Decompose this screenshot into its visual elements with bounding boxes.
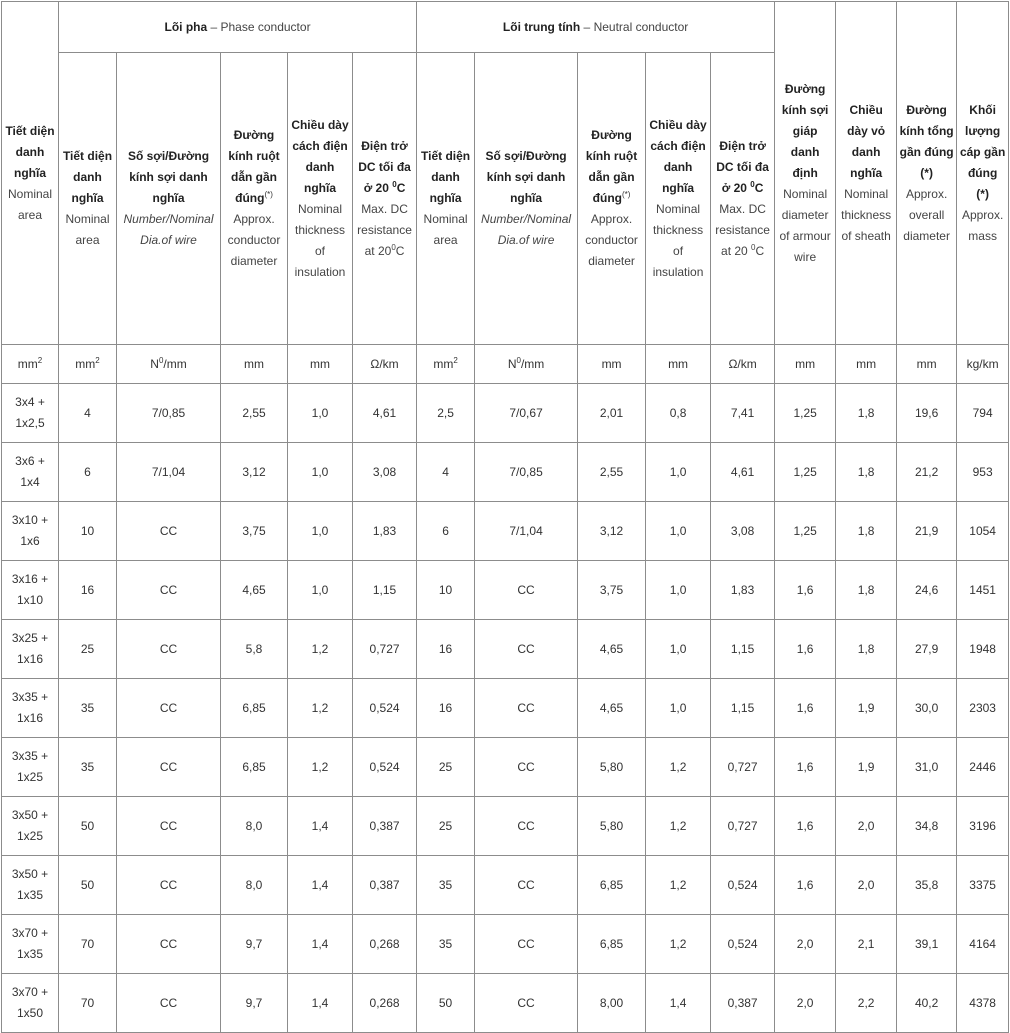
col-armour-en: Nominal diameter of armour wire	[779, 186, 831, 264]
col-neutral-diameter	[578, 53, 646, 345]
unit-armour: mm	[775, 345, 836, 384]
cell-neutral-insulation: 0,8	[646, 384, 711, 443]
cell-neutral-area: 4	[417, 443, 475, 502]
cell-size-line: 3x4 +	[15, 395, 45, 409]
col-neutral-ins-vi: Chiều dày cách điện danh nghĩa	[649, 117, 707, 195]
cell-sheath-thickness: 1,8	[836, 384, 897, 443]
cell-size-line: 3x35 +	[11, 749, 49, 763]
col-neutral-dia-en: Approx. conductor diameter	[585, 212, 638, 268]
cell-neutral-diameter: 4,65	[578, 679, 646, 738]
cell-neutral-resistance: 0,727	[711, 738, 775, 797]
cell-armour-wire: 1,6	[775, 561, 836, 620]
cell-sheath-thickness: 1,8	[836, 502, 897, 561]
cell-phase-wire: CC	[117, 620, 221, 679]
table-row	[2, 738, 1009, 797]
cell-phase-insulation: 1,4	[288, 856, 353, 915]
cell-size-line: 1x35	[16, 888, 44, 902]
cell-cable-mass: 1054	[957, 502, 1009, 561]
cell-size-line: 3x16 +	[11, 572, 49, 586]
cell-size	[2, 679, 59, 738]
cell-neutral-insulation: 1,0	[646, 679, 711, 738]
col-armour-vi: Đường kính sợi giáp danh định	[781, 81, 829, 180]
unit-sup: 2	[37, 355, 43, 365]
col-phase-insulation	[288, 53, 353, 345]
table-row	[2, 443, 1009, 502]
col-overall-vi: Đường kính tổng gần đúng	[899, 102, 954, 159]
col-neutral-insulation	[646, 53, 711, 345]
cell-neutral-diameter: 2,55	[578, 443, 646, 502]
col-phase-wire	[117, 53, 221, 345]
unit-sup: 2	[453, 355, 458, 365]
cell-neutral-diameter: 5,80	[578, 797, 646, 856]
cell-cable-mass: 4378	[957, 974, 1009, 1033]
cell-neutral-wire: CC	[475, 620, 578, 679]
group-phase-vi: Lõi pha	[164, 19, 208, 34]
col-phase-res-vi: Điện trở DC tối đa ở 20	[358, 138, 411, 195]
cell-size-line: 1x35	[16, 947, 44, 961]
col-phase-area-en: Nominal area	[65, 212, 110, 247]
unit-neutral-resistance: Ω/km	[711, 345, 775, 384]
cell-cable-mass: 1948	[957, 620, 1009, 679]
unit-nominal-area	[2, 345, 59, 384]
unit-mass: kg/km	[957, 345, 1009, 384]
col-overall-en: Approx. overall diameter	[903, 186, 950, 243]
cell-neutral-area: 6	[417, 502, 475, 561]
cell-neutral-diameter: 6,85	[578, 856, 646, 915]
cell-cable-mass: 794	[957, 384, 1009, 443]
cell-phase-wire: CC	[117, 502, 221, 561]
col-phase-wire-vi: Số sợi/Đường kính sợi danh nghĩa	[127, 149, 210, 205]
cell-cable-mass: 2446	[957, 738, 1009, 797]
cell-neutral-area: 25	[417, 738, 475, 797]
cell-overall-diameter: 30,0	[897, 679, 957, 738]
cell-sheath-thickness: 2,1	[836, 915, 897, 974]
col-phase-area	[59, 53, 117, 345]
unit-phase-area	[59, 345, 117, 384]
cell-neutral-resistance: 1,83	[711, 561, 775, 620]
cell-overall-diameter: 24,6	[897, 561, 957, 620]
cell-phase-area: 4	[59, 384, 117, 443]
cell-phase-area: 35	[59, 679, 117, 738]
units-row	[2, 345, 1009, 384]
col-phase-res-en-sup: 0	[391, 242, 396, 252]
cell-sheath-thickness: 2,0	[836, 856, 897, 915]
col-neutral-area-en: Nominal area	[423, 212, 468, 247]
cell-armour-wire: 2,0	[775, 974, 836, 1033]
cell-phase-diameter: 8,0	[221, 856, 288, 915]
col-nominal-area	[2, 2, 59, 345]
cell-size-line: 1x2,5	[15, 416, 45, 430]
col-phase-dia-en: Approx. conductor diameter	[227, 212, 281, 268]
cell-overall-diameter: 21,2	[897, 443, 957, 502]
cell-phase-resistance: 4,61	[353, 384, 417, 443]
cell-cable-mass: 3196	[957, 797, 1009, 856]
cell-phase-diameter: 5,8	[221, 620, 288, 679]
unit-sup: 0	[158, 355, 164, 365]
cell-neutral-resistance: 3,08	[711, 502, 775, 561]
unit-text: /mm	[520, 356, 545, 371]
cell-neutral-insulation: 1,0	[646, 620, 711, 679]
cell-phase-resistance: 3,08	[353, 443, 417, 502]
cell-neutral-wire: CC	[475, 974, 578, 1033]
col-phase-wire-en: Number/Nominal Dia.of wire	[123, 212, 214, 247]
cell-neutral-area: 16	[417, 679, 475, 738]
cell-armour-wire: 1,6	[775, 738, 836, 797]
cell-neutral-insulation: 1,0	[646, 561, 711, 620]
cell-size	[2, 974, 59, 1033]
cell-phase-diameter: 9,7	[221, 915, 288, 974]
table-row	[2, 620, 1009, 679]
col-neutral-wire-vi: Số sợi/Đường kính sợi danh nghĩa	[485, 149, 567, 205]
cell-phase-area: 50	[59, 856, 117, 915]
cell-sheath-thickness: 1,8	[836, 620, 897, 679]
cell-neutral-resistance: 0,524	[711, 915, 775, 974]
cell-armour-wire: 1,6	[775, 797, 836, 856]
cell-phase-resistance: 0,524	[353, 738, 417, 797]
table-row	[2, 915, 1009, 974]
cell-sheath-thickness: 1,9	[836, 679, 897, 738]
cell-armour-wire: 1,25	[775, 443, 836, 502]
unit-neutral-wire	[475, 345, 578, 384]
cell-phase-insulation: 1,2	[288, 738, 353, 797]
cell-neutral-insulation: 1,2	[646, 738, 711, 797]
cell-size-line: 1x25	[16, 829, 44, 843]
col-mass-vi: Khối lượng cáp gần đúng	[959, 102, 1006, 180]
cell-sheath-thickness: 2,0	[836, 797, 897, 856]
cell-overall-diameter: 21,9	[897, 502, 957, 561]
table-row	[2, 561, 1009, 620]
cell-phase-wire: CC	[117, 679, 221, 738]
unit-phase-diameter: mm	[221, 345, 288, 384]
unit-sheath: mm	[836, 345, 897, 384]
col-neutral-area-vi: Tiết diện danh nghĩa	[421, 149, 471, 205]
cell-neutral-resistance: 1,15	[711, 679, 775, 738]
cell-phase-insulation: 1,4	[288, 915, 353, 974]
cell-size-line: 3x6 +	[15, 454, 45, 468]
cell-overall-diameter: 40,2	[897, 974, 957, 1033]
cell-size	[2, 797, 59, 856]
cell-phase-resistance: 0,387	[353, 856, 417, 915]
cell-size	[2, 856, 59, 915]
col-mass-mark: (*)	[976, 186, 989, 201]
col-armour-wire	[775, 2, 836, 345]
cell-neutral-area: 2,5	[417, 384, 475, 443]
cell-armour-wire: 1,6	[775, 856, 836, 915]
cell-neutral-wire: 7/0,67	[475, 384, 578, 443]
cell-size-line: 1x6	[20, 534, 40, 548]
cell-phase-insulation: 1,0	[288, 384, 353, 443]
cell-size-line: 3x70 +	[11, 926, 49, 940]
cell-size-line: 3x50 +	[11, 867, 49, 881]
col-phase-res-tail: C	[396, 180, 406, 195]
col-phase-diameter	[221, 53, 288, 345]
cell-phase-resistance: 0,268	[353, 915, 417, 974]
cell-phase-diameter: 6,85	[221, 679, 288, 738]
cell-neutral-wire: CC	[475, 738, 578, 797]
cell-overall-diameter: 34,8	[897, 797, 957, 856]
cell-sheath-thickness: 1,9	[836, 738, 897, 797]
unit-phase-wire	[117, 345, 221, 384]
unit-text: N	[150, 356, 159, 371]
col-sheath-vi: Chiều dày vỏ danh nghĩa	[847, 102, 886, 180]
cell-neutral-insulation: 1,2	[646, 856, 711, 915]
col-phase-dia-mark: (*)	[264, 190, 273, 199]
cell-phase-wire: CC	[117, 797, 221, 856]
group-phase-en: Phase conductor	[220, 19, 311, 34]
unit-neutral-insulation: mm	[646, 345, 711, 384]
cell-cable-mass: 2303	[957, 679, 1009, 738]
col-neutral-res-en-b: C	[755, 243, 765, 258]
cell-cable-mass: 1451	[957, 561, 1009, 620]
cell-neutral-diameter: 3,75	[578, 561, 646, 620]
cell-neutral-diameter: 3,12	[578, 502, 646, 561]
cell-cable-mass: 3375	[957, 856, 1009, 915]
col-neutral-dia-mark: (*)	[622, 190, 631, 199]
cell-neutral-resistance: 7,41	[711, 384, 775, 443]
col-overall-diameter	[897, 2, 957, 345]
cell-phase-insulation: 1,4	[288, 797, 353, 856]
cell-neutral-insulation: 1,2	[646, 915, 711, 974]
cell-overall-diameter: 35,8	[897, 856, 957, 915]
col-phase-ins-en: Nominal thickness of insulation	[294, 201, 346, 279]
col-phase-res-en-b: C	[395, 243, 405, 258]
header-row-groups	[2, 2, 1009, 53]
cell-neutral-wire: 7/0,85	[475, 443, 578, 502]
cell-phase-area: 50	[59, 797, 117, 856]
cell-armour-wire: 1,6	[775, 679, 836, 738]
cell-phase-area: 6	[59, 443, 117, 502]
table-row	[2, 384, 1009, 443]
cell-phase-resistance: 0,268	[353, 974, 417, 1033]
col-neutral-res-tail: C	[754, 180, 764, 195]
cell-phase-resistance: 0,524	[353, 679, 417, 738]
cell-size-line: 1x50	[16, 1006, 44, 1020]
cell-size-line: 1x10	[16, 593, 44, 607]
cell-neutral-area: 35	[417, 856, 475, 915]
table-row	[2, 974, 1009, 1033]
cell-phase-wire: CC	[117, 856, 221, 915]
cell-neutral-wire: CC	[475, 679, 578, 738]
cell-neutral-area: 16	[417, 620, 475, 679]
cell-neutral-insulation: 1,0	[646, 443, 711, 502]
table-row	[2, 856, 1009, 915]
group-neutral-en: Neutral conductor	[593, 19, 689, 34]
cell-neutral-area: 10	[417, 561, 475, 620]
cell-armour-wire: 1,6	[775, 620, 836, 679]
cell-neutral-diameter: 6,85	[578, 915, 646, 974]
cell-neutral-insulation: 1,4	[646, 974, 711, 1033]
cell-sheath-thickness: 1,8	[836, 561, 897, 620]
cell-neutral-resistance: 0,387	[711, 974, 775, 1033]
cell-phase-resistance: 1,83	[353, 502, 417, 561]
cell-size	[2, 443, 59, 502]
cell-phase-resistance: 0,387	[353, 797, 417, 856]
cell-size	[2, 620, 59, 679]
cell-neutral-insulation: 1,2	[646, 797, 711, 856]
cell-overall-diameter: 31,0	[897, 738, 957, 797]
cell-neutral-insulation: 1,0	[646, 502, 711, 561]
cell-overall-diameter: 19,6	[897, 384, 957, 443]
cell-neutral-wire: CC	[475, 561, 578, 620]
cell-armour-wire: 1,25	[775, 502, 836, 561]
table-row	[2, 797, 1009, 856]
cell-phase-wire: CC	[117, 738, 221, 797]
cell-phase-diameter: 9,7	[221, 974, 288, 1033]
cell-neutral-diameter: 2,01	[578, 384, 646, 443]
unit-phase-insulation: mm	[288, 345, 353, 384]
cell-armour-wire: 2,0	[775, 915, 836, 974]
cell-phase-wire: CC	[117, 974, 221, 1033]
cell-size-line: 1x25	[16, 770, 44, 784]
cell-phase-area: 16	[59, 561, 117, 620]
cell-neutral-wire: CC	[475, 797, 578, 856]
cell-phase-resistance: 0,727	[353, 620, 417, 679]
col-neutral-res-en-sup: 0	[751, 242, 756, 252]
cell-armour-wire: 1,25	[775, 384, 836, 443]
unit-text: /mm	[163, 356, 187, 371]
cell-neutral-wire: 7/1,04	[475, 502, 578, 561]
unit-text: mm	[17, 356, 38, 371]
cell-size-line: 1x4	[20, 475, 40, 489]
unit-text: mm	[433, 356, 454, 371]
cell-phase-area: 10	[59, 502, 117, 561]
cell-neutral-area: 35	[417, 915, 475, 974]
cell-neutral-resistance: 1,15	[711, 620, 775, 679]
cell-neutral-area: 25	[417, 797, 475, 856]
unit-neutral-diameter: mm	[578, 345, 646, 384]
cell-phase-area: 25	[59, 620, 117, 679]
col-phase-res-sup: 0	[392, 179, 397, 189]
col-neutral-res-sup: 0	[750, 179, 755, 189]
cell-phase-insulation: 1,2	[288, 679, 353, 738]
cell-phase-area: 70	[59, 915, 117, 974]
unit-overall: mm	[897, 345, 957, 384]
cell-sheath-thickness: 2,2	[836, 974, 897, 1033]
group-phase-conductor	[59, 2, 417, 53]
cell-neutral-resistance: 0,524	[711, 856, 775, 915]
col-neutral-wire	[475, 53, 578, 345]
col-overall-mark: (*)	[920, 165, 933, 180]
cell-neutral-resistance: 4,61	[711, 443, 775, 502]
cell-phase-insulation: 1,0	[288, 443, 353, 502]
cell-phase-area: 35	[59, 738, 117, 797]
cell-cable-mass: 4164	[957, 915, 1009, 974]
cell-size-line: 1x16	[16, 652, 44, 666]
table-row	[2, 679, 1009, 738]
cell-neutral-wire: CC	[475, 856, 578, 915]
col-neutral-res-vi: Điện trở DC tối đa ở 20	[716, 138, 769, 195]
cell-size	[2, 738, 59, 797]
cell-phase-area: 70	[59, 974, 117, 1033]
col-sheath-en: Nominal thickness of sheath	[841, 186, 892, 243]
cell-phase-diameter: 2,55	[221, 384, 288, 443]
col-nominal-area-vi: Tiết diện danh nghĩa	[5, 123, 55, 180]
col-phase-dia-vi: Đường kính ruột dẫn gần đúng	[228, 128, 280, 205]
col-neutral-wire-en: Number/Nominal Dia.of wire	[481, 212, 572, 247]
group-neutral-sep: –	[580, 19, 594, 34]
col-phase-res-en-a: Max. DC resistance at 20	[357, 201, 412, 258]
col-neutral-dia-vi: Đường kính ruột dẫn gần đúng	[585, 128, 638, 205]
col-neutral-res-en-a: Max. DC resistance at 20	[715, 201, 770, 258]
cell-phase-insulation: 1,4	[288, 974, 353, 1033]
cell-neutral-area: 50	[417, 974, 475, 1033]
unit-text: mm	[75, 356, 96, 371]
col-nominal-area-en: Nominal area	[7, 186, 52, 222]
unit-text: N	[507, 356, 517, 371]
col-neutral-area	[417, 53, 475, 345]
cell-phase-insulation: 1,0	[288, 502, 353, 561]
cell-size-line: 3x70 +	[11, 985, 49, 999]
cell-phase-diameter: 3,75	[221, 502, 288, 561]
cell-neutral-wire: CC	[475, 915, 578, 974]
col-sheath	[836, 2, 897, 345]
cell-neutral-diameter: 5,80	[578, 738, 646, 797]
unit-neutral-area	[417, 345, 475, 384]
cable-spec-table	[1, 1, 1009, 1033]
col-phase-resistance	[353, 53, 417, 345]
cell-size-line: 3x50 +	[11, 808, 49, 822]
cell-phase-diameter: 8,0	[221, 797, 288, 856]
cell-size	[2, 502, 59, 561]
cell-phase-resistance: 1,15	[353, 561, 417, 620]
unit-sup: 2	[95, 355, 100, 365]
unit-phase-resistance: Ω/km	[353, 345, 417, 384]
cell-cable-mass: 953	[957, 443, 1009, 502]
group-neutral-vi: Lõi trung tính	[502, 19, 581, 34]
cell-neutral-resistance: 0,727	[711, 797, 775, 856]
cell-phase-diameter: 6,85	[221, 738, 288, 797]
col-neutral-ins-en: Nominal thickness of insulation	[652, 201, 704, 279]
cell-size-line: 3x35 +	[11, 690, 49, 704]
cell-overall-diameter: 39,1	[897, 915, 957, 974]
cell-size-line: 3x25 +	[11, 631, 49, 645]
cell-phase-wire: 7/0,85	[117, 384, 221, 443]
col-neutral-resistance	[711, 53, 775, 345]
cell-phase-wire: 7/1,04	[117, 443, 221, 502]
col-phase-area-vi: Tiết diện danh nghĩa	[62, 149, 113, 205]
cell-phase-wire: CC	[117, 915, 221, 974]
col-phase-ins-vi: Chiều dày cách điện danh nghĩa	[291, 117, 349, 195]
cell-phase-diameter: 4,65	[221, 561, 288, 620]
cell-size	[2, 384, 59, 443]
col-mass-en: Approx. mass	[961, 207, 1004, 243]
cell-neutral-diameter: 8,00	[578, 974, 646, 1033]
cell-size	[2, 561, 59, 620]
group-phase-sep: –	[207, 19, 221, 34]
cell-phase-wire: CC	[117, 561, 221, 620]
table-body	[2, 384, 1009, 1033]
cell-size	[2, 915, 59, 974]
group-neutral-conductor	[417, 2, 775, 53]
cell-overall-diameter: 27,9	[897, 620, 957, 679]
col-mass	[957, 2, 1009, 345]
unit-sup: 0	[516, 355, 521, 365]
cell-size-line: 3x10 +	[11, 513, 49, 527]
cell-phase-diameter: 3,12	[221, 443, 288, 502]
cell-sheath-thickness: 1,8	[836, 443, 897, 502]
cell-neutral-diameter: 4,65	[578, 620, 646, 679]
cell-size-line: 1x16	[16, 711, 44, 725]
table-row	[2, 502, 1009, 561]
cell-phase-insulation: 1,0	[288, 561, 353, 620]
cell-phase-insulation: 1,2	[288, 620, 353, 679]
